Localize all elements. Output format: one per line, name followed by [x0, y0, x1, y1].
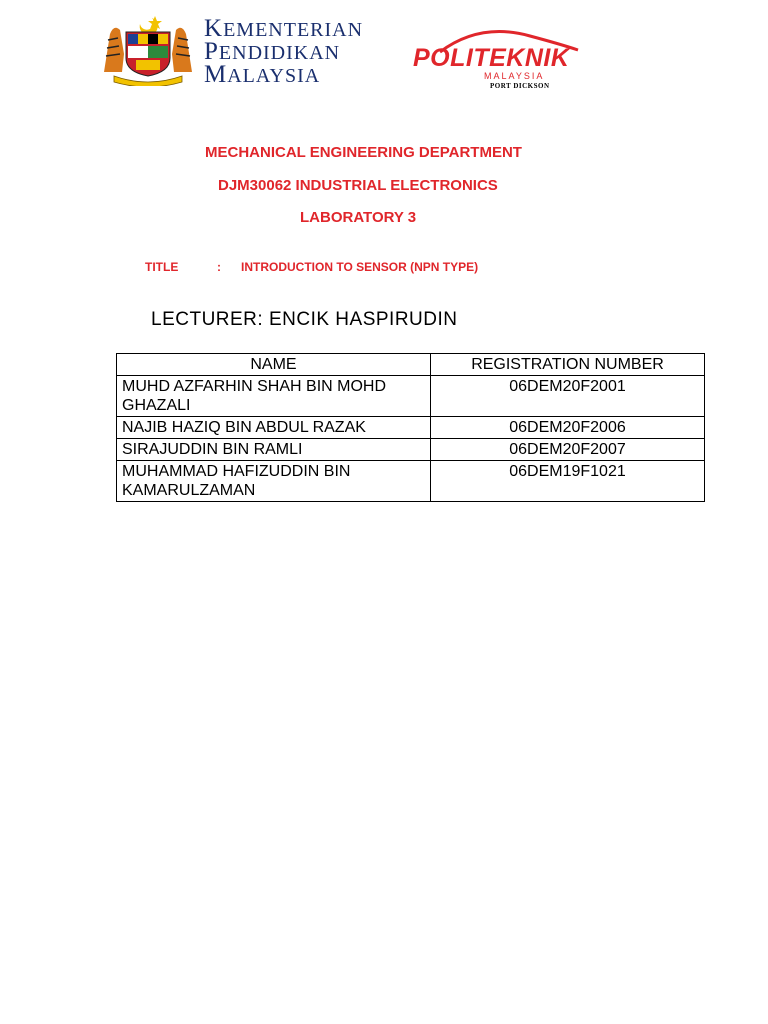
title-colon: :: [217, 260, 221, 274]
politeknik-campus: PORT DICKSON: [490, 82, 550, 90]
lab-heading: LABORATORY 3: [300, 209, 417, 226]
ministry-line-2: PENDIDIKAN: [204, 38, 341, 65]
table-row: [117, 461, 705, 502]
registration-number: 06DEM20F2006: [431, 417, 705, 439]
title-value: INTRODUCTION TO SENSOR (NPN TYPE): [241, 260, 479, 274]
student-table: [116, 353, 705, 502]
title-label: TITLE: [145, 260, 179, 274]
student-name: MUHAMMAD HAFIZUDDIN BIN KAMARULZAMAN: [117, 461, 431, 502]
table-row: [117, 439, 705, 461]
ministry-line-3: MALAYSIA: [204, 61, 321, 88]
politeknik-logo: [410, 26, 590, 92]
student-name: NAJIB HAZIQ BIN ABDUL RAZAK: [117, 417, 431, 439]
department-heading: MECHANICAL ENGINEERING DEPARTMENT: [205, 144, 522, 161]
header-registration: REGISTRATION NUMBER: [431, 354, 705, 376]
registration-number: 06DEM20F2001: [431, 376, 705, 417]
registration-number: 06DEM20F2007: [431, 439, 705, 461]
registration-number: 06DEM19F1021: [431, 461, 705, 502]
politeknik-word: POLITEKNIK: [413, 44, 570, 72]
lecturer-line: LECTURER: ENCIK HASPIRUDIN: [151, 309, 458, 330]
table-row: [117, 417, 705, 439]
ministry-name: [204, 15, 364, 88]
letterhead: [100, 14, 590, 90]
student-name: MUHD AZFARHIN SHAH BIN MOHD GHAZALI: [117, 376, 431, 417]
course-heading: DJM30062 INDUSTRIAL ELECTRONICS: [218, 177, 498, 194]
student-name: SIRAJUDDIN BIN RAMLI: [117, 439, 431, 461]
ministry-line-1: KEMENTERIAN: [204, 15, 364, 42]
table-row: [117, 376, 705, 417]
header-name: NAME: [117, 354, 431, 376]
politeknik-country: MALAYSIA: [484, 71, 545, 81]
table-header-row: [117, 354, 705, 376]
malaysia-coat-of-arms-icon: [100, 14, 196, 86]
